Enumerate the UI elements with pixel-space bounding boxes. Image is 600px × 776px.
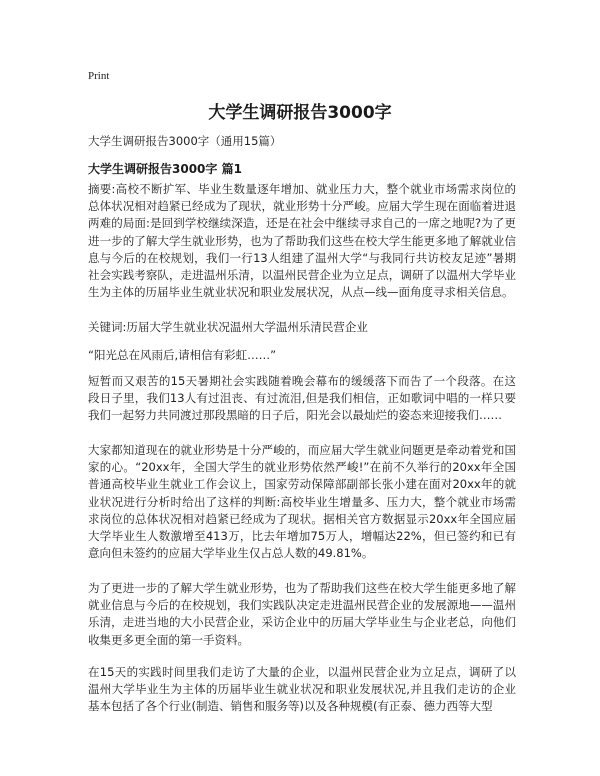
- section-heading: 大学生调研报告3000字 篇1: [88, 162, 242, 176]
- print-label: Print: [88, 70, 110, 82]
- paragraph-abstract: 摘要:高校不断扩军、毕业生数量逐年增加、就业压力大，整个就业市场需求岗位的总体状况相对趋紧已经成为了现状，就业形势十分严峻。应届大学生现在面临着进退两难的局面:是回到学校继续深造，还是在社会中继续寻求自己的一席之地呢?为了更进一步的了解大学生就业形势，也为了帮助我们这些在校大学生能更多地了解就业信息与今后的在校规划，我们一行13人组建了温州大学“与我同行共访校友足迹”暑期社会实践考察队，走进温州乐清，以温州民营企业为立足点，调研了以温州大学毕业生为主体的历届毕业生就业状况和职业发展状况，从点—线—面角度寻求相关信息。: [88, 182, 516, 300]
- document-subtitle: 大学生调研报告3000字（通用15篇）: [88, 134, 282, 148]
- paragraph-practice: 在15天的实践时间里我们走访了大量的企业，以温州民营企业为立足点，调研了以温州大学毕业生为主体的历届毕业生就业状况和职业发展状况,并且我们走访的企业基本包括了各个行业(制造、销售和服务等)以及各种规模(有正泰、德力西等大型: [88, 665, 516, 714]
- paragraph-purpose: 为了更进一步的了解大学生就业形势，也为了帮助我们这些在校大学生能更多地了解就业信息与今后的在校规划，我们实践队决定走进温州民营企业的发展源地——温州乐清，走进当地的大小民营企业，采访企业中的历届大学毕业生与企业老总，向他们收集更多更全面的第一手资料。: [88, 581, 516, 647]
- page-title: 大学生调研报告3000字: [208, 103, 392, 123]
- paragraph-keywords: 关键词:历届大学生就业状况温州大学温州乐清民营企业: [88, 320, 368, 334]
- paragraph-intro: 短暂而又艰苦的15天暑期社会实践随着晚会幕布的缓缓落下而告了一个段落。在这段日子里，我们13人有过沮丧、有过流泪,但是我们相信，正如歌词中唱的一样只要我们一起努力共同渡过那段黑暗的日子后，阳光会以最灿烂的姿态来迎接我们……: [88, 374, 516, 423]
- paragraph-employment-situation: 大家都知道现在的就业形势是十分严峻的，而应届大学生就业问题更是牵动着党和国家的心。“20xx年，全国大学生的就业形势依然严峻!”在前不久举行的20xx年全国普通高校毕业生就业工作会议上，国家劳动保障部副部长张小建在面对20xx年的就业状况进行分析时给出了这样的判断:高校毕业生增量多、压力大，整个就业市场需求岗位的总体状况相对趋紧已经成为了现状。据相关官方数据显示20xx年全国应届大学毕业生人数激增至413万，比去年增加75万人，增幅达22%，但已签约和已有意向但未签约的应届大学毕业生仅占总人数的49.81%。: [88, 443, 516, 561]
- paragraph-quote: “阳光总在风雨后,请相信有彩虹……”: [88, 348, 277, 362]
